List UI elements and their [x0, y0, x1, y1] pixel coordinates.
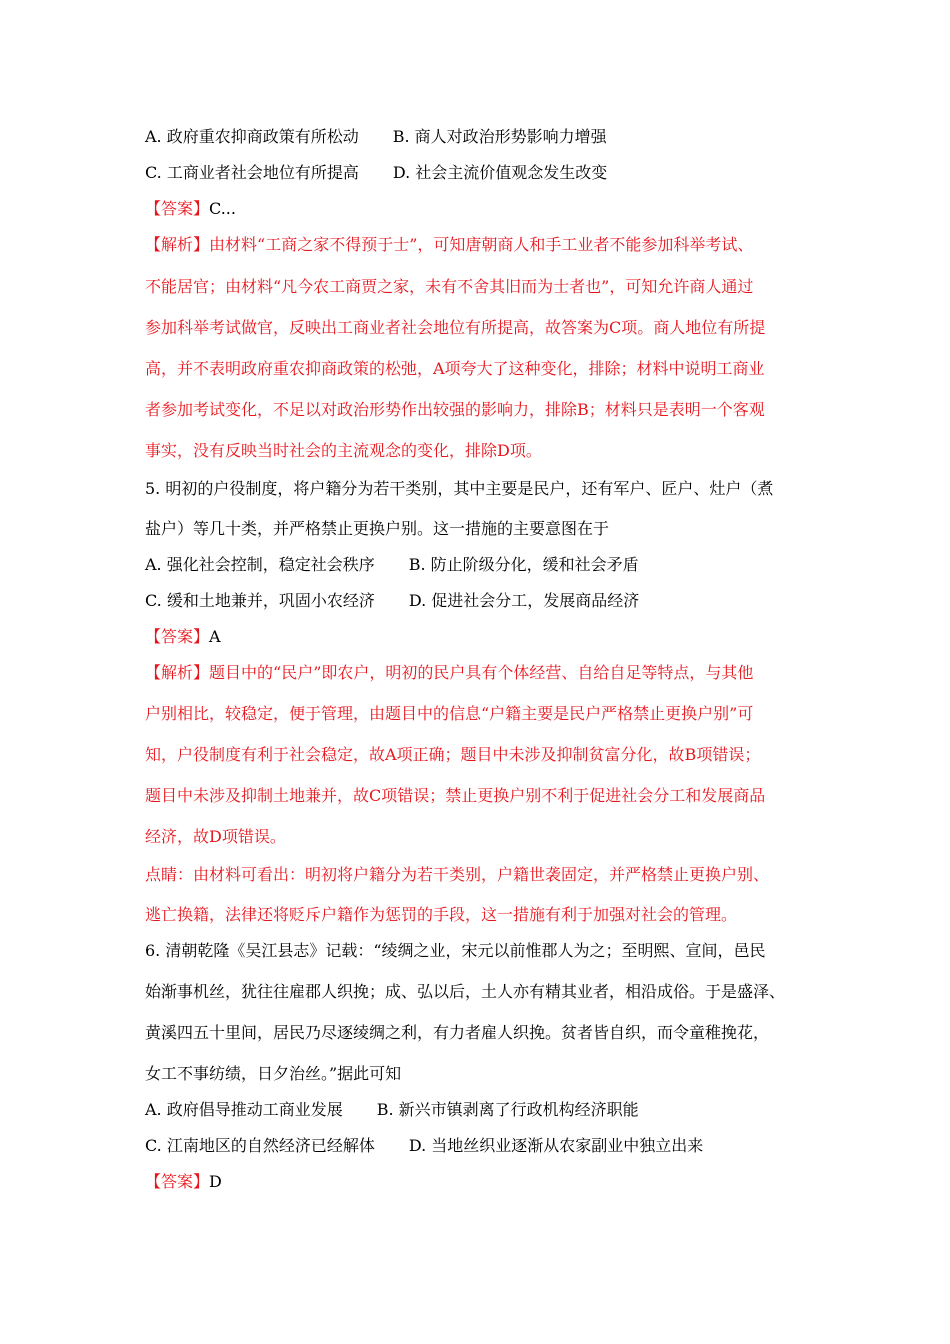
q5-answer	[145, 626, 221, 648]
q5-analysis-text: 题目中的“民户”即农户，明初的民户具有个体经营、自给自足等特点，与其他	[209, 663, 754, 682]
q6-stem-line: 始渐事机丝，犹往往雇郡人织挽；成、弘以后，土人亦有精其业者，相沿成俗。于是盛泽、	[145, 982, 786, 1001]
q5-analysis-line: 知，户役制度有利于社会稳定，故A项正确；题目中未涉及抑制贫富分化，故B项错误；	[145, 745, 761, 764]
q6-stem-line: 黄溪四五十里间，居民乃尽逐绫绸之利，有力者雇人织挽。贫者皆自织，而令童稚挽花，	[145, 1023, 770, 1042]
q5-note-line: 点睛：由材料可看出：明初将户籍分为若干类别，户籍世袭固定，并严格禁止更换户别、	[145, 865, 770, 884]
q4-answer-value: C...	[209, 199, 236, 218]
q4-analysis-line: 者参加考试变化，不足以对政治形势作出较强的影响力，排除B；材料只是表明一个客观	[145, 400, 765, 419]
q5-options-row-2	[145, 590, 639, 612]
q6-option-b: B. 新兴市镇剥离了行政机构经济职能	[376, 1100, 639, 1119]
q4-analysis-line: 高，并不表明政府重农抑商政策的松弛，A项夸大了这种变化，排除；材料中说明工商业	[145, 359, 765, 378]
q6-options-row-2	[145, 1135, 703, 1157]
q5-options-row-1	[145, 554, 639, 576]
q4-analysis-tag: 【解析】	[145, 235, 210, 254]
q4-option-d: D. 社会主流价值观念发生改变	[392, 163, 608, 182]
q5-analysis-line	[145, 662, 753, 684]
q6-answer-tag: 【答案】	[145, 1172, 210, 1191]
q5-analysis-tag: 【解析】	[145, 663, 210, 682]
q4-options-row-1	[145, 126, 607, 148]
q6-option-c: C. 江南地区的自然经济已经解体	[145, 1136, 375, 1155]
q4-analysis-line	[145, 234, 753, 256]
q6-option-d: D. 当地丝织业逐渐从农家副业中独立出来	[408, 1136, 704, 1155]
q4-option-c: C. 工商业者社会地位有所提高	[145, 163, 359, 182]
q6-answer-value: D	[209, 1172, 222, 1191]
q4-analysis-line: 不能居官；由材料“凡今农工商贾之家，未有不舍其旧而为士者也”，可知允许商人通过	[145, 277, 754, 296]
q4-answer-tag: 【答案】	[145, 199, 210, 218]
q4-analysis-line: 参加科举考试做官，反映出工商业者社会地位有所提高，故答案为C项。商人地位有所提	[145, 318, 766, 337]
q6-stem-line: 6. 清朝乾隆《吴江县志》记载：“绫绸之业，宋元以前惟郡人为之；至明熙、宣间，邑民	[145, 941, 766, 960]
q5-analysis-line: 户别相比，较稳定，便于管理，由题目中的信息“户籍主要是民户严格禁止更换户别”可	[145, 704, 754, 723]
q6-option-a: A. 政府倡导推动工商业发展	[145, 1100, 343, 1119]
q5-option-b: B. 防止阶级分化，缓和社会矛盾	[408, 555, 639, 574]
q5-option-c: C. 缓和土地兼并，巩固小农经济	[145, 591, 375, 610]
q4-analysis-line: 事实，没有反映当时社会的主流观念的变化，排除D项。	[145, 441, 542, 460]
q6-options-row-1	[145, 1099, 639, 1121]
q5-stem-line: 5. 明初的户役制度，将户籍分为若干类别，其中主要是民户，还有军户、匠户、灶户（煮	[145, 479, 774, 498]
q6-stem-line: 女工不事纺绩，日夕治丝。”据此可知	[145, 1064, 402, 1083]
q5-answer-value: A	[209, 627, 221, 646]
q5-answer-tag: 【答案】	[145, 627, 210, 646]
q5-analysis-line: 题目中未涉及抑制土地兼并，故C项错误；禁止更换户别不利于促进社会分工和发展商品	[145, 786, 766, 805]
q5-analysis-line: 经济，故D项错误。	[145, 827, 286, 846]
q6-answer	[145, 1171, 222, 1193]
q5-option-d: D. 促进社会分工，发展商品经济	[408, 591, 640, 610]
q4-analysis-text: 由材料“工商之家不得预于士”，可知唐朝商人和手工业者不能参加科举考试、	[209, 235, 754, 254]
q4-options-row-2	[145, 162, 607, 184]
q5-note-line: 逃亡换籍，法律还将贬斥户籍作为惩罚的手段，这一措施有利于加强对社会的管理。	[145, 905, 738, 924]
q5-stem-line: 盐户）等几十类，并严格禁止更换户别。这一措施的主要意图在于	[145, 519, 610, 538]
q5-option-a: A. 强化社会控制，稳定社会秩序	[145, 555, 375, 574]
q4-option-b: B. 商人对政治形势影响力增强	[392, 127, 607, 146]
q4-answer	[145, 198, 236, 220]
q4-option-a: A. 政府重农抑商政策有所松动	[145, 127, 359, 146]
